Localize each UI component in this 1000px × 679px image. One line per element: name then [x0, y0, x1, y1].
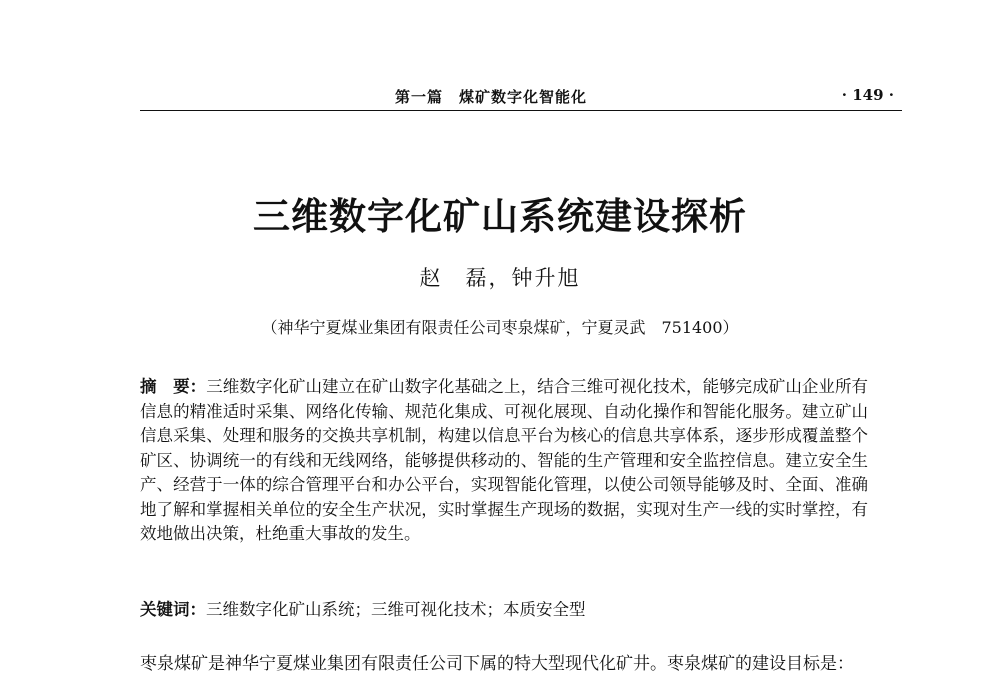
abstract-text: 三维数字化矿山建立在矿山数字化基础之上，结合三维可视化技术，能够完成矿山企业所有信息的精准适时采集、网络化传输、规范化集成、可视化展现、自动化操作和智能化服务。建立矿山信息采集、处理和服务的交换共享机制，构建以信息平台为核心的信息共享体系，逐步形成覆盖整个矿区、协调统一的有线和无线网络，能够提供移动的、智能的生产管理和安全监控信息。建立安全生产、经营于一体的综合管理平台和办公平台，实现智能化管理，以使公司领导能够及时、全面、准确地了解和掌握相关单位的安全生产状况，实时掌握生产现场的数据，实现对生产一线的实时掌控，有效地做出决策，杜绝重大事故的发生。 [140, 377, 869, 543]
page-number: · 149 · [841, 86, 894, 104]
article-title: 三维数字化矿山系统建设探析 [253, 194, 747, 238]
keywords-text: 三维数字化矿山系统；三维可视化技术；本质安全型 [206, 600, 586, 619]
body-paragraph-start: 枣泉煤矿是神华宁夏煤业集团有限责任公司下属的特大型现代化矿井。枣泉煤矿的建设目标是： [140, 654, 854, 674]
running-title: 第一篇 煤矿数字化智能化 [395, 88, 588, 106]
running-header [140, 84, 902, 111]
abstract [140, 375, 868, 547]
keywords [140, 598, 868, 622]
author-affiliation: （神华宁夏煤业集团有限责任公司枣泉煤矿，宁夏灵武 751400） [261, 318, 739, 337]
abstract-label: 摘 要： [140, 377, 207, 396]
keywords-label: 关键词： [140, 600, 206, 619]
article-authors: 赵 磊，钟升旭 [419, 266, 581, 290]
